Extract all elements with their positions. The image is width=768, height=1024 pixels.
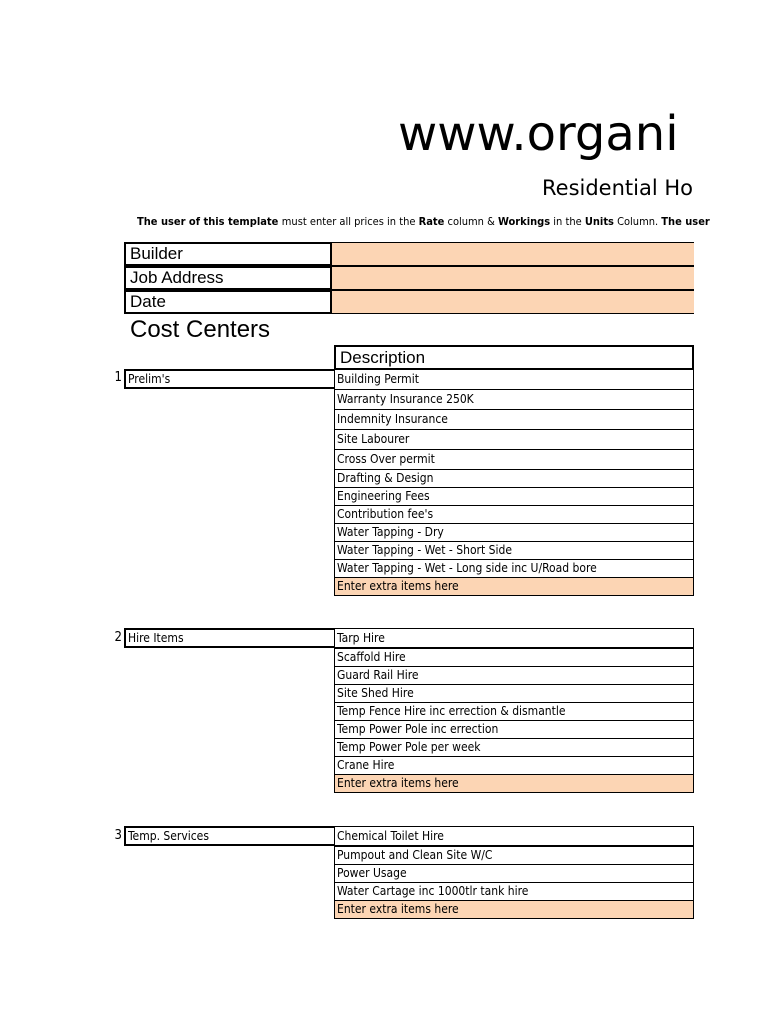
instructions-part: must enter all prices in the (281, 215, 419, 228)
instructions-part: in the (550, 215, 585, 228)
item-cell[interactable]: Power Usage (335, 865, 693, 883)
item-cell[interactable]: Site Shed Hire (335, 685, 693, 703)
instructions-part: Units (584, 215, 614, 228)
item-cell[interactable]: Scaffold Hire (335, 649, 693, 667)
builder-input[interactable] (332, 242, 694, 266)
description-column-header: Description (334, 345, 694, 370)
item-cell[interactable]: Water Tapping - Wet - Long side inc U/Road bore (335, 560, 693, 578)
item-cell[interactable]: Engineering Fees (335, 488, 693, 506)
instructions-text (137, 214, 710, 230)
item-cell[interactable]: Site Labourer (335, 430, 693, 450)
cost-center-name[interactable]: Temp. Services (124, 826, 334, 846)
cost-center-number: 3 (114, 828, 122, 843)
item-cell[interactable]: Contribution fee's (335, 506, 693, 524)
instructions-part: Rate (418, 215, 445, 228)
cost-centers-heading: Cost Centers (130, 316, 271, 343)
instructions-part: The user (661, 215, 710, 228)
item-cell[interactable]: Crane Hire (335, 757, 693, 775)
cost-center-items (334, 628, 694, 793)
extra-items-cell[interactable]: Enter extra items here (335, 775, 693, 793)
item-cell[interactable]: Cross Over permit (335, 450, 693, 470)
date-label: Date (124, 290, 332, 314)
document-subtitle: Residential Ho (542, 176, 693, 200)
item-cell[interactable]: Temp Fence Hire inc errection & dismantle (335, 703, 693, 721)
extra-items-cell[interactable]: Enter extra items here (335, 578, 693, 596)
site-title: www.organi (398, 106, 679, 162)
job-address-row (124, 266, 694, 290)
extra-items-cell[interactable]: Enter extra items here (335, 901, 693, 919)
cost-center-items (334, 826, 694, 919)
instructions-part: The user of this template (137, 215, 282, 228)
item-cell[interactable]: Tarp Hire (335, 629, 693, 649)
item-cell[interactable]: Temp Power Pole per week (335, 739, 693, 757)
cost-center-name[interactable]: Hire Items (124, 628, 334, 648)
item-cell[interactable]: Water Tapping - Dry (335, 524, 693, 542)
job-address-input[interactable] (332, 266, 694, 290)
cost-center-name[interactable]: Prelim's (124, 369, 334, 389)
item-cell[interactable]: Building Permit (335, 370, 693, 390)
cost-center-number: 2 (114, 630, 122, 645)
item-cell[interactable]: Pumpout and Clean Site W/C (335, 847, 693, 865)
cost-center-items (334, 369, 694, 596)
item-cell[interactable]: Temp Power Pole inc errection (335, 721, 693, 739)
cost-center-number: 1 (114, 370, 122, 385)
item-cell[interactable]: Water Tapping - Wet - Short Side (335, 542, 693, 560)
builder-row (124, 242, 694, 266)
instructions-part: Column. (613, 215, 662, 228)
item-cell[interactable]: Drafting & Design (335, 470, 693, 488)
item-cell[interactable]: Indemnity Insurance (335, 410, 693, 430)
item-cell[interactable]: Chemical Toilet Hire (335, 827, 693, 847)
instructions-part: Workings (497, 215, 551, 228)
instructions-part: column & (444, 215, 498, 228)
item-cell[interactable]: Warranty Insurance 250K (335, 390, 693, 410)
date-row (124, 290, 694, 314)
item-cell[interactable]: Guard Rail Hire (335, 667, 693, 685)
builder-label: Builder (124, 242, 332, 266)
item-cell[interactable]: Water Cartage inc 1000tlr tank hire (335, 883, 693, 901)
date-input[interactable] (332, 290, 694, 314)
job-address-label: Job Address (124, 266, 332, 290)
